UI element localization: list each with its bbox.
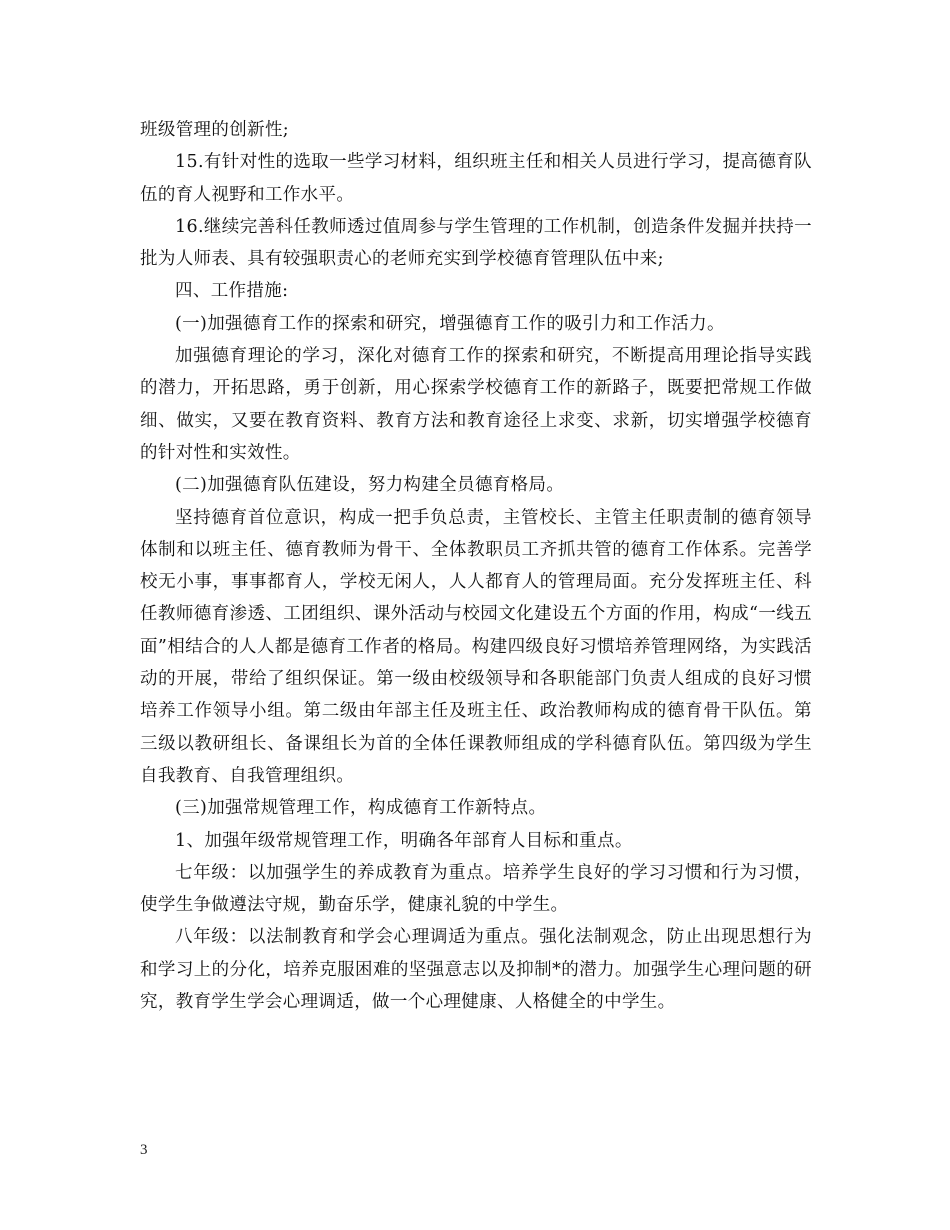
paragraph: 七年级：以加强学生的养成教育为重点。培养学生良好的学习习惯和行为习惯，使学生争做遵法守规，勤奋乐学，健康礼貌的中学生。 (140, 862, 812, 916)
paragraph: 加强德育理论的学习，深化对德育工作的探索和研究，不断提高用理论指导实践的潜力，开拓思路，勇于创新，用心探索学校德育工作的新路子，既要把常规工作做细、做实，又要在教育资料、教育方法和教育途径上求变、求新，切实增强学校德育的针对性和实效性。 (140, 346, 812, 463)
subsection-heading: (一)加强德育工作的探索和研究，增强德育工作的吸引力和工作活力。 (175, 313, 725, 334)
section-heading: 四、工作措施: (175, 281, 289, 302)
subsection-heading: (三)加强常规管理工作，构成德育工作新特点。 (175, 798, 547, 819)
paragraph: 坚持德育首位意识，构成一把手负总责，主管校长、主管主任职责制的德育领导体制和以班主任、德育教师为骨干、全体教职员工齐抓共管的德育工作体系。完善学校无小事，事事都育人，学校无闲人，人人都育人的管理局面。充分发挥班主任、科任教师德育渗透、工团组织、课外活动与校园文化建设五个方面的作用，构成“一线五面”相结合的人人都是德育工作者的格局。构建四级良好习惯培养管理网络，为实践活动的开展，带给了组织保证。第一级由校级领导和各职能部门负责人组成的良好习惯培养工作领导小组。第二级由年部主任及班主任、政治教师构成的德育骨干队伍。第三级以教研组长、备课组长为首的全体任课教师组成的学科德育队伍。第四级为学生自我教育、自我管理组织。 (140, 507, 812, 786)
document-body (140, 114, 812, 1018)
paragraph: 15.有针对性的选取一些学习材料，组织班主任和相关人员进行学习，提高德育队伍的育人视野和工作水平。 (140, 152, 812, 205)
subsection-heading: (二)加强德育队伍建设，努力构建全员德育格局。 (175, 475, 565, 496)
paragraph: 八年级：以法制教育和学会心理调适为重点。强化法制观念，防止出现思想行为和学习上的分化，培养克服困难的坚强意志以及抑制*的潜力。加强学生心理问题的研究，教育学生学会心理调适，做一个心理健康、人格健全的中学生。 (140, 927, 812, 1013)
paragraph: 班级管理的创新性; (140, 120, 290, 140)
paragraph: 16.继续完善科任教师透过值周参与学生管理的工作机制，创造条件发掘并扶持一批为人师表、具有较强职责心的老师充实到学校德育管理队伍中来; (140, 216, 812, 270)
page-number: 3 (140, 1142, 148, 1158)
paragraph: 1、加强年级常规管理工作，明确各年部育人目标和重点。 (175, 830, 633, 851)
